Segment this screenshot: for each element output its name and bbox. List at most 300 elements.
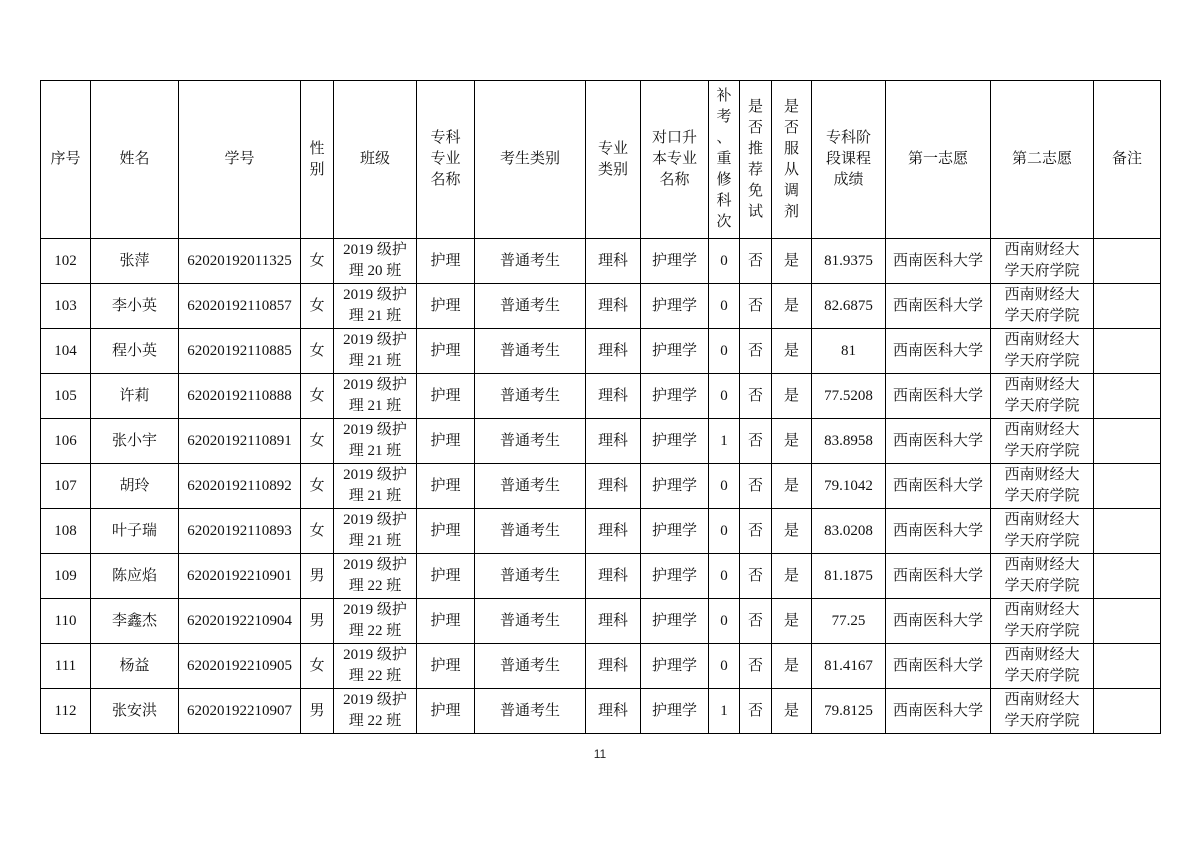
cell-remarks (1094, 284, 1161, 329)
recommended-exempt-value: 否 (747, 522, 763, 539)
cell-recommended-exempt (740, 509, 772, 554)
cell-major (417, 239, 475, 284)
cell-subject-type (586, 374, 641, 419)
cell-accept-adjustment (772, 689, 812, 734)
cell-subject-type (586, 284, 641, 329)
cell-gender (301, 554, 334, 599)
accept-adjustment-value: 是 (783, 567, 799, 584)
cell-remarks (1094, 329, 1161, 374)
cell-name (91, 419, 179, 464)
cell-gender (301, 464, 334, 509)
cell-student-id (179, 689, 301, 734)
name-value: 李鑫杰 (111, 612, 157, 629)
second-choice-value: 西南财经大学天府学院 (1004, 467, 1080, 504)
cell-major (417, 644, 475, 689)
table-row (41, 329, 1161, 374)
cell-retake-count (709, 239, 740, 284)
cell-student-id (179, 644, 301, 689)
class-value: 2019 级护理 21 班 (343, 287, 407, 324)
class-value: 2019 级护理 22 班 (343, 647, 407, 684)
student-id-value: 62020192110892 (187, 477, 292, 494)
cell-remarks (1094, 509, 1161, 554)
table-row (41, 644, 1161, 689)
recommended-exempt-value: 否 (747, 297, 763, 314)
student-id-value: 62020192011325 (187, 252, 292, 269)
cell-candidate-type (475, 464, 586, 509)
cell-gender (301, 284, 334, 329)
cell-serial (41, 599, 91, 644)
class-value: 2019 级护理 22 班 (343, 602, 407, 639)
cell-subject-type (586, 644, 641, 689)
major-value: 护理 (430, 297, 461, 314)
second-choice-value: 西南财经大学天府学院 (1004, 332, 1080, 369)
gender-value: 男 (309, 702, 325, 719)
subject-type-value: 理科 (597, 702, 628, 719)
gender-value: 女 (309, 432, 325, 449)
cell-recommended-exempt (740, 374, 772, 419)
serial-value: 102 (54, 252, 77, 269)
serial-value: 107 (54, 477, 77, 494)
class-value: 2019 级护理 20 班 (343, 242, 407, 279)
header-first-choice (886, 81, 991, 239)
cell-name (91, 599, 179, 644)
first-choice-value: 西南医科大学 (892, 252, 983, 269)
cell-second-choice (991, 464, 1094, 509)
cell-second-choice (991, 644, 1094, 689)
recommended-exempt-value: 否 (747, 432, 763, 449)
cell-first-choice (886, 374, 991, 419)
serial-value: 111 (54, 657, 77, 674)
score-value: 79.1042 (824, 477, 873, 494)
header-major-label: 专科专业名称 (430, 130, 461, 188)
header-major (417, 81, 475, 239)
cell-class (334, 599, 417, 644)
candidate-type-value: 普通考生 (499, 342, 560, 359)
target-major-value: 护理学 (651, 297, 697, 314)
major-value: 护理 (430, 342, 461, 359)
cell-major (417, 689, 475, 734)
recommended-exempt-value: 否 (747, 477, 763, 494)
cell-recommended-exempt (740, 689, 772, 734)
cell-first-choice (886, 509, 991, 554)
score-value: 81.4167 (824, 657, 873, 674)
gender-value: 男 (309, 567, 325, 584)
cell-recommended-exempt (740, 644, 772, 689)
student-id-value: 62020192210907 (187, 702, 292, 719)
cell-major (417, 599, 475, 644)
header-second-choice-label: 第二志愿 (1011, 151, 1072, 167)
target-major-value: 护理学 (651, 252, 697, 269)
score-value: 81.9375 (824, 252, 873, 269)
cell-retake-count (709, 464, 740, 509)
accept-adjustment-value: 是 (783, 702, 799, 719)
cell-first-choice (886, 329, 991, 374)
cell-accept-adjustment (772, 509, 812, 554)
target-major-value: 护理学 (651, 657, 697, 674)
cell-student-id (179, 509, 301, 554)
first-choice-value: 西南医科大学 (892, 567, 983, 584)
cell-serial (41, 644, 91, 689)
cell-target-major (641, 329, 709, 374)
major-value: 护理 (430, 567, 461, 584)
cell-remarks (1094, 419, 1161, 464)
cell-first-choice (886, 419, 991, 464)
name-value: 李小英 (111, 297, 157, 314)
cell-serial (41, 509, 91, 554)
cell-recommended-exempt (740, 284, 772, 329)
cell-student-id (179, 284, 301, 329)
cell-candidate-type (475, 284, 586, 329)
cell-recommended-exempt (740, 464, 772, 509)
target-major-value: 护理学 (651, 477, 697, 494)
major-value: 护理 (430, 387, 461, 404)
cell-score (812, 284, 886, 329)
first-choice-value: 西南医科大学 (892, 657, 983, 674)
cell-major (417, 329, 475, 374)
accept-adjustment-value: 是 (783, 432, 799, 449)
gender-value: 女 (309, 297, 325, 314)
cell-accept-adjustment (772, 419, 812, 464)
name-value: 张小宇 (111, 432, 157, 449)
page-number: 11 (593, 747, 607, 761)
subject-type-value: 理科 (597, 387, 628, 404)
cell-remarks (1094, 374, 1161, 419)
gender-value: 女 (309, 342, 325, 359)
cell-serial (41, 554, 91, 599)
serial-value: 105 (54, 387, 77, 404)
table-row (41, 374, 1161, 419)
table-body (41, 239, 1161, 734)
cell-student-id (179, 464, 301, 509)
cell-first-choice (886, 599, 991, 644)
header-class-label: 班级 (359, 151, 390, 167)
cell-target-major (641, 554, 709, 599)
second-choice-value: 西南财经大学天府学院 (1004, 557, 1080, 594)
cell-accept-adjustment (772, 644, 812, 689)
header-candidate-type (475, 81, 586, 239)
second-choice-value: 西南财经大学天府学院 (1004, 647, 1080, 684)
recommended-exempt-value: 否 (747, 387, 763, 404)
header-subject-type (586, 81, 641, 239)
student-id-value: 62020192210904 (187, 612, 292, 629)
recommended-exempt-value: 否 (747, 657, 763, 674)
cell-serial (41, 329, 91, 374)
cell-gender (301, 509, 334, 554)
cell-target-major (641, 419, 709, 464)
subject-type-value: 理科 (597, 567, 628, 584)
major-value: 护理 (430, 432, 461, 449)
candidate-type-value: 普通考生 (499, 432, 560, 449)
cell-serial (41, 284, 91, 329)
cell-retake-count (709, 554, 740, 599)
cell-gender (301, 689, 334, 734)
major-value: 护理 (430, 522, 461, 539)
target-major-value: 护理学 (651, 612, 697, 629)
cell-student-id (179, 554, 301, 599)
cell-gender (301, 374, 334, 419)
target-major-value: 护理学 (651, 702, 697, 719)
accept-adjustment-value: 是 (783, 252, 799, 269)
cell-major (417, 554, 475, 599)
cell-name (91, 464, 179, 509)
subject-type-value: 理科 (597, 252, 628, 269)
retake-count-value: 1 (720, 432, 728, 449)
cell-name (91, 284, 179, 329)
major-value: 护理 (430, 252, 461, 269)
table-row (41, 284, 1161, 329)
candidate-type-value: 普通考生 (499, 297, 560, 314)
student-id-value: 62020192210905 (187, 657, 292, 674)
class-value: 2019 级护理 21 班 (343, 467, 407, 504)
header-student-id (179, 81, 301, 239)
cell-second-choice (991, 329, 1094, 374)
cell-accept-adjustment (772, 464, 812, 509)
cell-candidate-type (475, 419, 586, 464)
cell-subject-type (586, 554, 641, 599)
name-value: 叶子瑞 (111, 522, 157, 539)
cell-retake-count (709, 644, 740, 689)
cell-subject-type (586, 419, 641, 464)
cell-name (91, 554, 179, 599)
name-value: 许莉 (119, 387, 150, 404)
cell-serial (41, 419, 91, 464)
cell-score (812, 239, 886, 284)
accept-adjustment-value: 是 (783, 612, 799, 629)
second-choice-value: 西南财经大学天府学院 (1004, 377, 1080, 414)
header-accept-adjustment (772, 81, 812, 239)
class-value: 2019 级护理 21 班 (343, 422, 407, 459)
candidate-type-value: 普通考生 (499, 252, 560, 269)
cell-name (91, 644, 179, 689)
cell-accept-adjustment (772, 374, 812, 419)
name-value: 杨益 (119, 657, 150, 674)
subject-type-value: 理科 (597, 657, 628, 674)
cell-retake-count (709, 599, 740, 644)
candidate-type-value: 普通考生 (499, 567, 560, 584)
cell-candidate-type (475, 644, 586, 689)
header-second-choice (991, 81, 1094, 239)
retake-count-value: 0 (720, 477, 728, 494)
recommended-exempt-value: 否 (747, 252, 763, 269)
cell-first-choice (886, 689, 991, 734)
first-choice-value: 西南医科大学 (892, 612, 983, 629)
cell-second-choice (991, 509, 1094, 554)
first-choice-value: 西南医科大学 (892, 477, 983, 494)
second-choice-value: 西南财经大学天府学院 (1004, 287, 1080, 324)
table-row (41, 419, 1161, 464)
cell-second-choice (991, 689, 1094, 734)
header-serial (41, 81, 91, 239)
serial-value: 109 (54, 567, 77, 584)
header-recommended-exempt-label: 是否推荐免试 (747, 98, 763, 220)
header-score-label: 专科阶段课程成绩 (825, 130, 871, 188)
cell-student-id (179, 329, 301, 374)
cell-target-major (641, 644, 709, 689)
cell-class (334, 644, 417, 689)
cell-gender (301, 419, 334, 464)
first-choice-value: 西南医科大学 (892, 702, 983, 719)
cell-class (334, 554, 417, 599)
cell-second-choice (991, 284, 1094, 329)
cell-class (334, 329, 417, 374)
cell-second-choice (991, 419, 1094, 464)
cell-first-choice (886, 284, 991, 329)
cell-first-choice (886, 644, 991, 689)
score-value: 82.6875 (824, 297, 873, 314)
candidate-type-value: 普通考生 (499, 522, 560, 539)
table-row (41, 689, 1161, 734)
cell-class (334, 419, 417, 464)
student-id-value: 62020192110893 (187, 522, 292, 539)
cell-name (91, 689, 179, 734)
cell-student-id (179, 599, 301, 644)
retake-count-value: 0 (720, 252, 728, 269)
subject-type-value: 理科 (597, 297, 628, 314)
cell-candidate-type (475, 554, 586, 599)
header-first-choice-label: 第一志愿 (907, 151, 968, 167)
cell-subject-type (586, 689, 641, 734)
retake-count-value: 1 (720, 702, 728, 719)
cell-remarks (1094, 464, 1161, 509)
gender-value: 女 (309, 477, 325, 494)
admission-table (40, 80, 1161, 734)
retake-count-value: 0 (720, 297, 728, 314)
cell-first-choice (886, 554, 991, 599)
cell-accept-adjustment (772, 599, 812, 644)
accept-adjustment-value: 是 (783, 522, 799, 539)
cell-major (417, 374, 475, 419)
cell-retake-count (709, 374, 740, 419)
student-id-value: 62020192210901 (187, 567, 292, 584)
retake-count-value: 0 (720, 522, 728, 539)
cell-subject-type (586, 509, 641, 554)
cell-score (812, 329, 886, 374)
cell-class (334, 284, 417, 329)
accept-adjustment-value: 是 (783, 657, 799, 674)
serial-value: 104 (54, 342, 77, 359)
recommended-exempt-value: 否 (747, 342, 763, 359)
header-remarks-label: 备注 (1111, 151, 1142, 167)
student-id-value: 62020192110888 (187, 387, 292, 404)
cell-second-choice (991, 599, 1094, 644)
second-choice-value: 西南财经大学天府学院 (1004, 512, 1080, 549)
cell-candidate-type (475, 599, 586, 644)
cell-major (417, 509, 475, 554)
cell-retake-count (709, 509, 740, 554)
cell-serial (41, 689, 91, 734)
accept-adjustment-value: 是 (783, 342, 799, 359)
first-choice-value: 西南医科大学 (892, 297, 983, 314)
cell-subject-type (586, 239, 641, 284)
table-row (41, 509, 1161, 554)
target-major-value: 护理学 (651, 522, 697, 539)
cell-student-id (179, 239, 301, 284)
cell-major (417, 284, 475, 329)
retake-count-value: 0 (720, 567, 728, 584)
subject-type-value: 理科 (597, 432, 628, 449)
subject-type-value: 理科 (597, 612, 628, 629)
recommended-exempt-value: 否 (747, 612, 763, 629)
first-choice-value: 西南医科大学 (892, 342, 983, 359)
first-choice-value: 西南医科大学 (892, 522, 983, 539)
cell-target-major (641, 599, 709, 644)
cell-gender (301, 329, 334, 374)
cell-subject-type (586, 464, 641, 509)
header-name-label: 姓名 (119, 151, 150, 167)
second-choice-value: 西南财经大学天府学院 (1004, 602, 1080, 639)
cell-subject-type (586, 329, 641, 374)
name-value: 程小英 (111, 342, 157, 359)
class-value: 2019 级护理 21 班 (343, 512, 407, 549)
second-choice-value: 西南财经大学天府学院 (1004, 242, 1080, 279)
cell-remarks (1094, 554, 1161, 599)
recommended-exempt-value: 否 (747, 567, 763, 584)
cell-retake-count (709, 329, 740, 374)
cell-accept-adjustment (772, 554, 812, 599)
header-name (91, 81, 179, 239)
table-row (41, 554, 1161, 599)
cell-major (417, 419, 475, 464)
cell-accept-adjustment (772, 239, 812, 284)
cell-recommended-exempt (740, 554, 772, 599)
cell-target-major (641, 689, 709, 734)
header-serial-label: 序号 (50, 151, 81, 167)
cell-target-major (641, 239, 709, 284)
cell-gender (301, 644, 334, 689)
retake-count-value: 0 (720, 657, 728, 674)
cell-target-major (641, 284, 709, 329)
cell-class (334, 509, 417, 554)
name-value: 陈应焰 (111, 567, 157, 584)
cell-remarks (1094, 239, 1161, 284)
score-value: 81.1875 (824, 567, 873, 584)
cell-candidate-type (475, 689, 586, 734)
serial-value: 110 (54, 612, 77, 629)
gender-value: 女 (309, 387, 325, 404)
cell-recommended-exempt (740, 329, 772, 374)
cell-major (417, 464, 475, 509)
cell-candidate-type (475, 329, 586, 374)
cell-recommended-exempt (740, 239, 772, 284)
cell-serial (41, 374, 91, 419)
cell-student-id (179, 374, 301, 419)
header-candidate-type-label: 考生类别 (499, 151, 560, 167)
student-id-value: 62020192110857 (187, 297, 292, 314)
header-row (41, 81, 1161, 239)
serial-value: 103 (54, 297, 77, 314)
class-value: 2019 级护理 22 班 (343, 692, 407, 729)
name-value: 张安洪 (111, 702, 157, 719)
cell-retake-count (709, 419, 740, 464)
name-value: 胡玲 (119, 477, 150, 494)
cell-first-choice (886, 239, 991, 284)
cell-remarks (1094, 689, 1161, 734)
header-gender-label: 性别 (309, 140, 325, 178)
class-value: 2019 级护理 22 班 (343, 557, 407, 594)
cell-subject-type (586, 599, 641, 644)
cell-accept-adjustment (772, 329, 812, 374)
cell-score (812, 554, 886, 599)
cell-remarks (1094, 599, 1161, 644)
recommended-exempt-value: 否 (747, 702, 763, 719)
name-value: 张萍 (119, 252, 150, 269)
cell-score (812, 464, 886, 509)
cell-score (812, 509, 886, 554)
header-student-id-label: 学号 (224, 151, 255, 167)
cell-target-major (641, 509, 709, 554)
cell-score (812, 374, 886, 419)
cell-name (91, 509, 179, 554)
